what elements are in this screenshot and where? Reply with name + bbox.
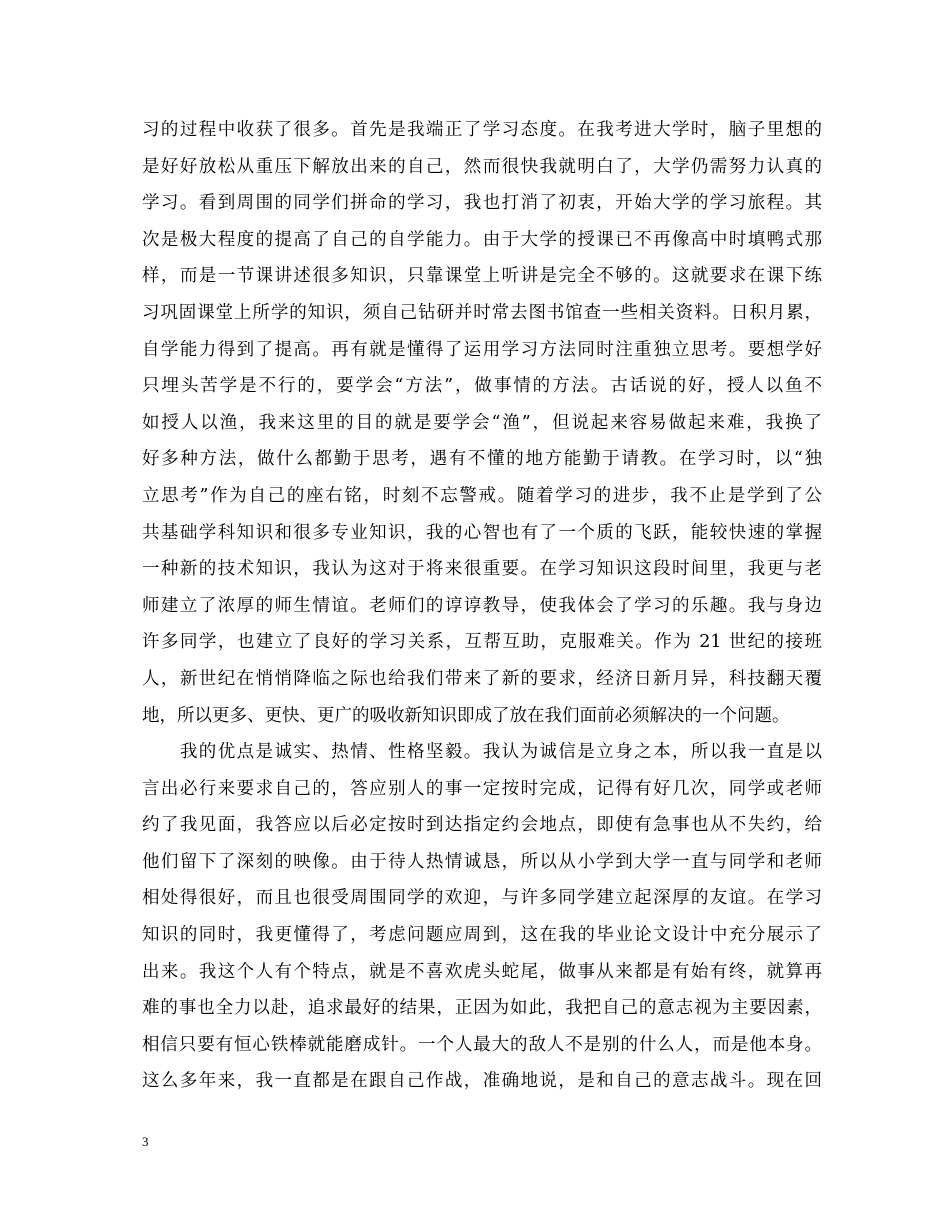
text-line: 他们留下了深刻的映像。由于待人热情诚恳，所以从小学到大学一直与同学和老师 bbox=[142, 851, 822, 872]
text-line: 知识的同时，我更懂得了，考虑问题应周到，这在我的毕业论文设计中充分展示了 bbox=[142, 925, 822, 946]
document-body bbox=[142, 112, 822, 1100]
text-line: 约了我见面，我答应以后必定按时到达指定约会地点，即使有急事也从不失约，给 bbox=[142, 815, 822, 836]
text-line: 相处得很好，而且也很受周围同学的欢迎，与许多同学建立起深厚的友谊。在学习 bbox=[142, 888, 822, 909]
text-line: 是好好放松从重压下解放出来的自己，然而很快我就明白了，大学仍需努力认真的 bbox=[142, 156, 822, 177]
page-number: 3 bbox=[142, 1134, 149, 1149]
text-line: 一种新的技术知识，我认为这对于将来很重要。在学习知识这段时间里，我更与老 bbox=[142, 559, 822, 580]
text-line: 立思考”作为自己的座右铭，时刻不忘警戒。随着学习的进步，我不止是学到了公 bbox=[142, 485, 822, 506]
text-line: 难的事也全力以赴，追求最好的结果，正因为如此，我把自己的意志视为主要因素， bbox=[142, 998, 822, 1019]
text-line: 许多同学，也建立了良好的学习关系，互帮互助，克服难关。作为 21 世纪的接班 bbox=[142, 632, 822, 653]
text-line: 这么多年来，我一直都是在跟自己作战，准确地说，是和自己的意志战斗。现在回 bbox=[142, 1071, 822, 1092]
text-line: 习的过程中收获了很多。首先是我端正了学习态度。在我考进大学时，脑子里想的 bbox=[142, 120, 822, 140]
text-line: 相信只要有恒心铁棒就能磨成针。一个人最大的敌人不是别的什么人，而是他本身。 bbox=[142, 1034, 822, 1055]
text-line: 只埋头苦学是不行的，要学会“方法”，做事情的方法。古话说的好，授人以鱼不 bbox=[142, 376, 822, 397]
text-line: 我的优点是诚实、热情、性格坚毅。我认为诚信是立身之本，所以我一直是以 bbox=[142, 742, 822, 763]
text-line: 地，所以更多、更快、更广的吸收新知识即成了放在我们面前必须解决的一个问题。 bbox=[142, 705, 790, 726]
text-line: 师建立了浓厚的师生情谊。老师们的谆谆教导，使我体会了学习的乐趣。我与身边 bbox=[142, 595, 822, 616]
text-line: 出来。我这个人有个特点，就是不喜欢虎头蛇尾，做事从来都是有始有终，就算再 bbox=[142, 961, 822, 982]
text-line: 样，而是一节课讲述很多知识，只靠课堂上听讲是完全不够的。这就要求在课下练 bbox=[142, 266, 822, 287]
text-line: 好多种方法，做什么都勤于思考，遇有不懂的地方能勤于请教。在学习时，以“独 bbox=[142, 449, 822, 470]
text-line: 言出必行来要求自己的，答应别人的事一定按时完成，记得有好几次，同学或老师 bbox=[142, 778, 822, 799]
text-line: 习巩固课堂上所学的知识，须自己钻研并时常去图书馆查一些相关资料。日积月累， bbox=[142, 302, 822, 323]
text-line: 如授人以渔，我来这里的目的就是要学会“渔”，但说起来容易做起来难，我换了 bbox=[142, 412, 822, 433]
text-line: 共基础学科知识和很多专业知识，我的心智也有了一个质的飞跃，能较快速的掌握 bbox=[142, 522, 822, 543]
text-line: 次是极大程度的提高了自己的自学能力。由于大学的授课已不再像高中时填鸭式那 bbox=[142, 229, 822, 250]
text-line: 人，新世纪在悄悄降临之际也给我们带来了新的要求，经济日新月异，科技翻天覆 bbox=[142, 668, 822, 689]
text-line: 自学能力得到了提高。再有就是懂得了运用学习方法同时注重独立思考。要想学好 bbox=[142, 339, 822, 360]
text-line: 学习。看到周围的同学们拼命的学习，我也打消了初衷，开始大学的学习旅程。其 bbox=[142, 193, 822, 214]
